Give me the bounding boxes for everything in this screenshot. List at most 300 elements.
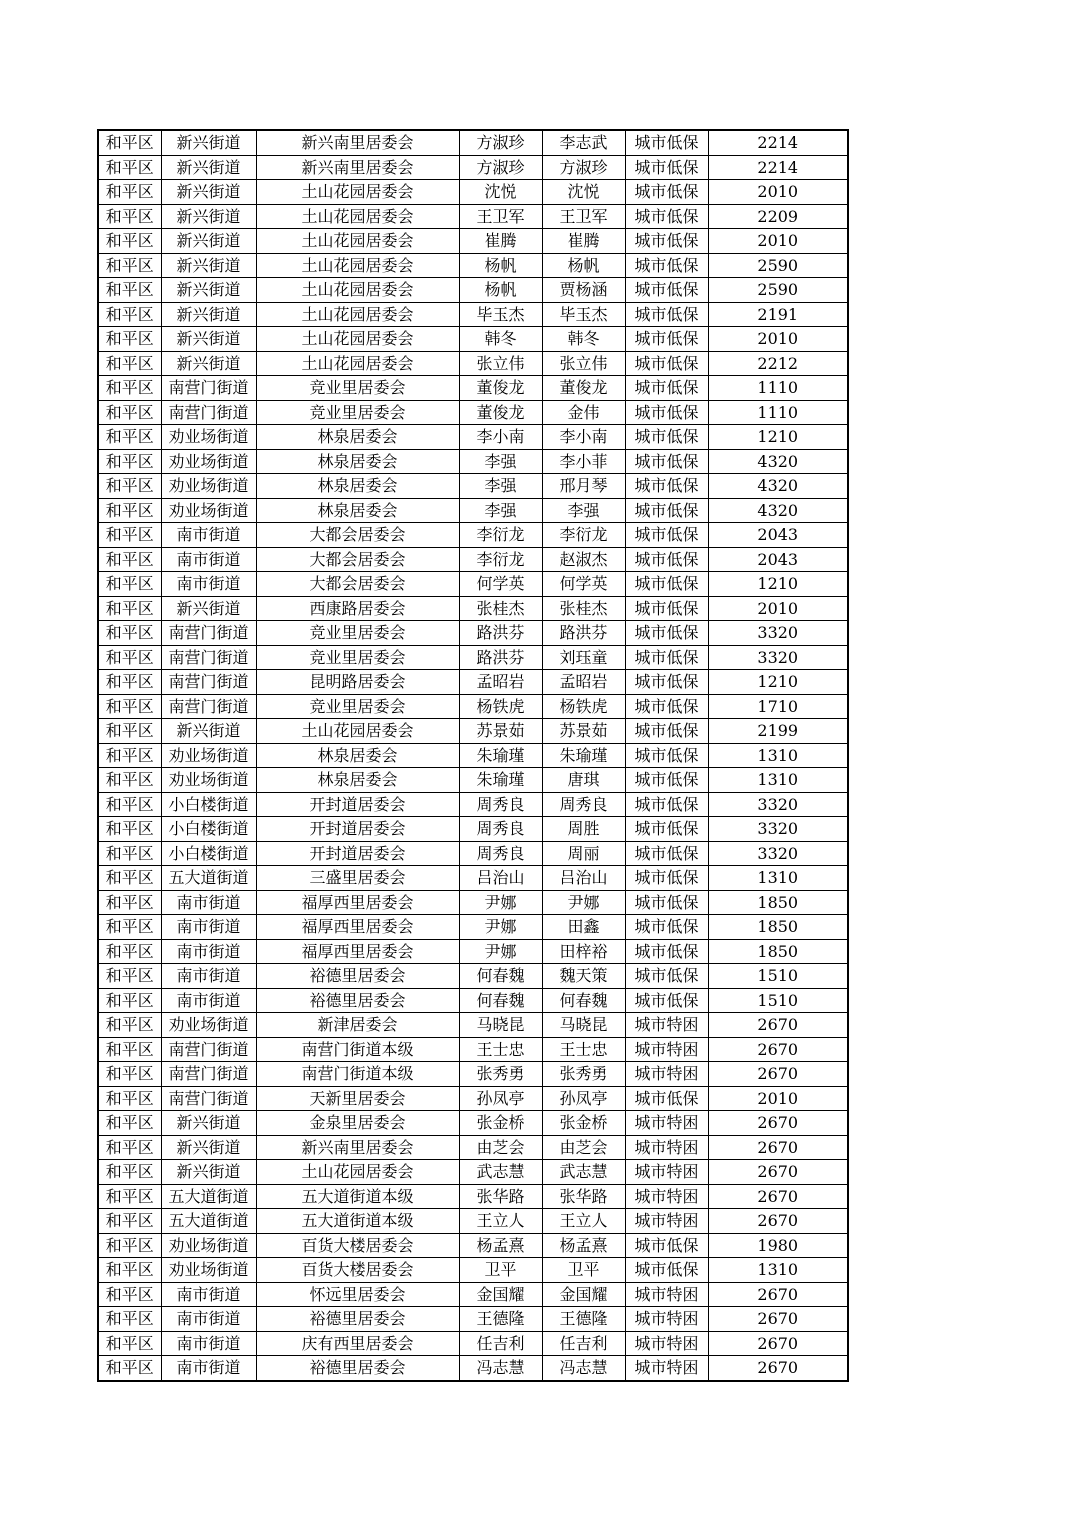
street-cell: 南市街道 bbox=[161, 572, 256, 597]
amount-cell: 2670 bbox=[708, 1356, 848, 1381]
amount-cell: 2010 bbox=[708, 180, 848, 205]
aid-type-cell: 城市低保 bbox=[625, 645, 708, 670]
member-cell: 沈悦 bbox=[542, 180, 625, 205]
committee-cell: 林泉居委会 bbox=[256, 768, 459, 793]
committee-cell: 大都会居委会 bbox=[256, 547, 459, 572]
table-row bbox=[98, 351, 848, 376]
table-row bbox=[98, 670, 848, 695]
amount-cell: 2010 bbox=[708, 327, 848, 352]
street-cell: 劝业场街道 bbox=[161, 1013, 256, 1038]
district-cell: 和平区 bbox=[98, 351, 161, 376]
applicant-cell: 董俊龙 bbox=[459, 400, 542, 425]
street-cell: 小白楼街道 bbox=[161, 841, 256, 866]
district-cell: 和平区 bbox=[98, 302, 161, 327]
applicant-cell: 李强 bbox=[459, 498, 542, 523]
district-cell: 和平区 bbox=[98, 964, 161, 989]
committee-cell: 新津居委会 bbox=[256, 1013, 459, 1038]
member-cell: 李小南 bbox=[542, 425, 625, 450]
amount-cell: 2670 bbox=[708, 1209, 848, 1234]
table-row bbox=[98, 719, 848, 744]
applicant-cell: 金国耀 bbox=[459, 1282, 542, 1307]
aid-type-cell: 城市低保 bbox=[625, 1258, 708, 1283]
aid-type-cell: 城市特困 bbox=[625, 1135, 708, 1160]
table-row bbox=[98, 817, 848, 842]
committee-cell: 林泉居委会 bbox=[256, 498, 459, 523]
table-row bbox=[98, 1233, 848, 1258]
member-cell: 孙凤亭 bbox=[542, 1086, 625, 1111]
street-cell: 劝业场街道 bbox=[161, 1233, 256, 1258]
aid-type-cell: 城市低保 bbox=[625, 229, 708, 254]
district-cell: 和平区 bbox=[98, 1184, 161, 1209]
aid-type-cell: 城市低保 bbox=[625, 964, 708, 989]
committee-cell: 竞业里居委会 bbox=[256, 376, 459, 401]
district-cell: 和平区 bbox=[98, 596, 161, 621]
district-cell: 和平区 bbox=[98, 425, 161, 450]
street-cell: 五大道街道 bbox=[161, 1209, 256, 1234]
street-cell: 南营门街道 bbox=[161, 1086, 256, 1111]
table-row bbox=[98, 1037, 848, 1062]
applicant-cell: 李强 bbox=[459, 449, 542, 474]
member-cell: 杨孟熹 bbox=[542, 1233, 625, 1258]
amount-cell: 1110 bbox=[708, 376, 848, 401]
member-cell: 张华路 bbox=[542, 1184, 625, 1209]
table-row bbox=[98, 988, 848, 1013]
street-cell: 南营门街道 bbox=[161, 694, 256, 719]
member-cell: 魏天策 bbox=[542, 964, 625, 989]
district-cell: 和平区 bbox=[98, 327, 161, 352]
street-cell: 新兴街道 bbox=[161, 719, 256, 744]
committee-cell: 新兴南里居委会 bbox=[256, 1135, 459, 1160]
table-row bbox=[98, 866, 848, 891]
street-cell: 南营门街道 bbox=[161, 645, 256, 670]
aid-type-cell: 城市低保 bbox=[625, 841, 708, 866]
applicant-cell: 路洪芬 bbox=[459, 645, 542, 670]
applicant-cell: 王士忠 bbox=[459, 1037, 542, 1062]
committee-cell: 南营门街道本级 bbox=[256, 1062, 459, 1087]
applicant-cell: 马晓昆 bbox=[459, 1013, 542, 1038]
amount-cell: 2010 bbox=[708, 1086, 848, 1111]
committee-cell: 竞业里居委会 bbox=[256, 400, 459, 425]
aid-type-cell: 城市低保 bbox=[625, 155, 708, 180]
member-cell: 贾杨涵 bbox=[542, 278, 625, 303]
street-cell: 南营门街道 bbox=[161, 1037, 256, 1062]
street-cell: 南市街道 bbox=[161, 939, 256, 964]
committee-cell: 福厚西里居委会 bbox=[256, 915, 459, 940]
amount-cell: 1310 bbox=[708, 768, 848, 793]
aid-type-cell: 城市低保 bbox=[625, 400, 708, 425]
member-cell: 金国耀 bbox=[542, 1282, 625, 1307]
member-cell: 武志慧 bbox=[542, 1160, 625, 1185]
member-cell: 李志武 bbox=[542, 130, 625, 155]
committee-cell: 林泉居委会 bbox=[256, 474, 459, 499]
applicant-cell: 李强 bbox=[459, 474, 542, 499]
table-row bbox=[98, 768, 848, 793]
district-cell: 和平区 bbox=[98, 694, 161, 719]
aid-type-cell: 城市特困 bbox=[625, 1184, 708, 1209]
committee-cell: 土山花园居委会 bbox=[256, 229, 459, 254]
district-cell: 和平区 bbox=[98, 400, 161, 425]
amount-cell: 1850 bbox=[708, 939, 848, 964]
street-cell: 南营门街道 bbox=[161, 376, 256, 401]
aid-type-cell: 城市低保 bbox=[625, 351, 708, 376]
member-cell: 邢月琴 bbox=[542, 474, 625, 499]
street-cell: 劝业场街道 bbox=[161, 743, 256, 768]
member-cell: 李强 bbox=[542, 498, 625, 523]
committee-cell: 大都会居委会 bbox=[256, 572, 459, 597]
aid-type-cell: 城市低保 bbox=[625, 670, 708, 695]
amount-cell: 2590 bbox=[708, 278, 848, 303]
district-cell: 和平区 bbox=[98, 841, 161, 866]
district-cell: 和平区 bbox=[98, 670, 161, 695]
amount-cell: 2212 bbox=[708, 351, 848, 376]
district-cell: 和平区 bbox=[98, 523, 161, 548]
street-cell: 新兴街道 bbox=[161, 204, 256, 229]
aid-type-cell: 城市低保 bbox=[625, 915, 708, 940]
member-cell: 周胜 bbox=[542, 817, 625, 842]
committee-cell: 庆有西里居委会 bbox=[256, 1331, 459, 1356]
aid-type-cell: 城市特困 bbox=[625, 1037, 708, 1062]
district-cell: 和平区 bbox=[98, 1258, 161, 1283]
district-cell: 和平区 bbox=[98, 768, 161, 793]
aid-type-cell: 城市低保 bbox=[625, 278, 708, 303]
table-row bbox=[98, 1209, 848, 1234]
street-cell: 新兴街道 bbox=[161, 302, 256, 327]
amount-cell: 1510 bbox=[708, 988, 848, 1013]
member-cell: 李衍龙 bbox=[542, 523, 625, 548]
aid-type-cell: 城市低保 bbox=[625, 719, 708, 744]
table-row bbox=[98, 1184, 848, 1209]
district-cell: 和平区 bbox=[98, 130, 161, 155]
street-cell: 新兴街道 bbox=[161, 229, 256, 254]
district-cell: 和平区 bbox=[98, 939, 161, 964]
member-cell: 孟昭岩 bbox=[542, 670, 625, 695]
applicant-cell: 尹娜 bbox=[459, 915, 542, 940]
table-row bbox=[98, 1086, 848, 1111]
district-cell: 和平区 bbox=[98, 229, 161, 254]
district-cell: 和平区 bbox=[98, 547, 161, 572]
aid-type-cell: 城市低保 bbox=[625, 988, 708, 1013]
street-cell: 劝业场街道 bbox=[161, 425, 256, 450]
committee-cell: 大都会居委会 bbox=[256, 523, 459, 548]
amount-cell: 1210 bbox=[708, 670, 848, 695]
street-cell: 五大道街道 bbox=[161, 866, 256, 891]
aid-type-cell: 城市特困 bbox=[625, 1111, 708, 1136]
applicant-cell: 李小南 bbox=[459, 425, 542, 450]
applicant-cell: 由芝会 bbox=[459, 1135, 542, 1160]
aid-type-cell: 城市特困 bbox=[625, 1160, 708, 1185]
member-cell: 田梓裕 bbox=[542, 939, 625, 964]
committee-cell: 新兴南里居委会 bbox=[256, 155, 459, 180]
street-cell: 小白楼街道 bbox=[161, 792, 256, 817]
table-row bbox=[98, 841, 848, 866]
applicant-cell: 何春魏 bbox=[459, 964, 542, 989]
committee-cell: 五大道街道本级 bbox=[256, 1184, 459, 1209]
applicant-cell: 冯志慧 bbox=[459, 1356, 542, 1381]
aid-type-cell: 城市低保 bbox=[625, 1086, 708, 1111]
member-cell: 杨铁虎 bbox=[542, 694, 625, 719]
amount-cell: 2043 bbox=[708, 547, 848, 572]
table-row bbox=[98, 743, 848, 768]
table-row bbox=[98, 204, 848, 229]
street-cell: 南营门街道 bbox=[161, 621, 256, 646]
street-cell: 新兴街道 bbox=[161, 351, 256, 376]
amount-cell: 2670 bbox=[708, 1282, 848, 1307]
applicant-cell: 张华路 bbox=[459, 1184, 542, 1209]
aid-type-cell: 城市低保 bbox=[625, 425, 708, 450]
aid-type-cell: 城市低保 bbox=[625, 180, 708, 205]
district-cell: 和平区 bbox=[98, 204, 161, 229]
member-cell: 王卫军 bbox=[542, 204, 625, 229]
member-cell: 李小菲 bbox=[542, 449, 625, 474]
member-cell: 路洪芬 bbox=[542, 621, 625, 646]
member-cell: 毕玉杰 bbox=[542, 302, 625, 327]
committee-cell: 土山花园居委会 bbox=[256, 180, 459, 205]
amount-cell: 2590 bbox=[708, 253, 848, 278]
district-cell: 和平区 bbox=[98, 719, 161, 744]
member-cell: 尹娜 bbox=[542, 890, 625, 915]
street-cell: 新兴街道 bbox=[161, 596, 256, 621]
table-row bbox=[98, 1282, 848, 1307]
street-cell: 新兴街道 bbox=[161, 253, 256, 278]
district-cell: 和平区 bbox=[98, 1062, 161, 1087]
committee-cell: 土山花园居委会 bbox=[256, 1160, 459, 1185]
applicant-cell: 孟昭岩 bbox=[459, 670, 542, 695]
table-row bbox=[98, 1307, 848, 1332]
table-row bbox=[98, 155, 848, 180]
applicant-cell: 董俊龙 bbox=[459, 376, 542, 401]
district-cell: 和平区 bbox=[98, 180, 161, 205]
applicant-cell: 卫平 bbox=[459, 1258, 542, 1283]
committee-cell: 五大道街道本级 bbox=[256, 1209, 459, 1234]
district-cell: 和平区 bbox=[98, 1160, 161, 1185]
member-cell: 张桂杰 bbox=[542, 596, 625, 621]
street-cell: 南市街道 bbox=[161, 1356, 256, 1381]
district-cell: 和平区 bbox=[98, 278, 161, 303]
amount-cell: 2670 bbox=[708, 1013, 848, 1038]
table-row bbox=[98, 645, 848, 670]
member-cell: 任吉利 bbox=[542, 1331, 625, 1356]
district-cell: 和平区 bbox=[98, 155, 161, 180]
street-cell: 五大道街道 bbox=[161, 1184, 256, 1209]
district-cell: 和平区 bbox=[98, 988, 161, 1013]
applicant-cell: 张秀勇 bbox=[459, 1062, 542, 1087]
applicant-cell: 周秀良 bbox=[459, 792, 542, 817]
member-cell: 张立伟 bbox=[542, 351, 625, 376]
district-cell: 和平区 bbox=[98, 915, 161, 940]
aid-type-cell: 城市特困 bbox=[625, 1062, 708, 1087]
street-cell: 南营门街道 bbox=[161, 1062, 256, 1087]
street-cell: 南市街道 bbox=[161, 523, 256, 548]
member-cell: 王立人 bbox=[542, 1209, 625, 1234]
table-row bbox=[98, 964, 848, 989]
amount-cell: 2670 bbox=[708, 1037, 848, 1062]
district-cell: 和平区 bbox=[98, 1111, 161, 1136]
member-cell: 韩冬 bbox=[542, 327, 625, 352]
committee-cell: 土山花园居委会 bbox=[256, 302, 459, 327]
member-cell: 赵淑杰 bbox=[542, 547, 625, 572]
applicant-cell: 何春魏 bbox=[459, 988, 542, 1013]
committee-cell: 金泉里居委会 bbox=[256, 1111, 459, 1136]
amount-cell: 2209 bbox=[708, 204, 848, 229]
table-row bbox=[98, 180, 848, 205]
aid-type-cell: 城市低保 bbox=[625, 596, 708, 621]
district-cell: 和平区 bbox=[98, 498, 161, 523]
amount-cell: 1210 bbox=[708, 425, 848, 450]
applicant-cell: 韩冬 bbox=[459, 327, 542, 352]
applicant-cell: 朱瑜瑾 bbox=[459, 768, 542, 793]
member-cell: 方淑珍 bbox=[542, 155, 625, 180]
aid-type-cell: 城市特困 bbox=[625, 1209, 708, 1234]
aid-type-cell: 城市低保 bbox=[625, 694, 708, 719]
district-cell: 和平区 bbox=[98, 376, 161, 401]
table-row bbox=[98, 1160, 848, 1185]
table-row bbox=[98, 1135, 848, 1160]
applicant-cell: 孙凤亭 bbox=[459, 1086, 542, 1111]
table-row bbox=[98, 621, 848, 646]
member-cell: 董俊龙 bbox=[542, 376, 625, 401]
committee-cell: 土山花园居委会 bbox=[256, 253, 459, 278]
aid-type-cell: 城市低保 bbox=[625, 817, 708, 842]
district-cell: 和平区 bbox=[98, 866, 161, 891]
amount-cell: 3320 bbox=[708, 645, 848, 670]
table-row bbox=[98, 547, 848, 572]
amount-cell: 1210 bbox=[708, 572, 848, 597]
committee-cell: 福厚西里居委会 bbox=[256, 939, 459, 964]
table-row bbox=[98, 253, 848, 278]
committee-cell: 林泉居委会 bbox=[256, 425, 459, 450]
applicant-cell: 武志慧 bbox=[459, 1160, 542, 1185]
street-cell: 劝业场街道 bbox=[161, 768, 256, 793]
district-cell: 和平区 bbox=[98, 572, 161, 597]
committee-cell: 土山花园居委会 bbox=[256, 351, 459, 376]
aid-type-cell: 城市低保 bbox=[625, 498, 708, 523]
aid-type-cell: 城市低保 bbox=[625, 327, 708, 352]
amount-cell: 2214 bbox=[708, 130, 848, 155]
member-cell: 卫平 bbox=[542, 1258, 625, 1283]
table-row bbox=[98, 229, 848, 254]
committee-cell: 开封道居委会 bbox=[256, 792, 459, 817]
applicant-cell: 杨帆 bbox=[459, 278, 542, 303]
applicant-cell: 李衍龙 bbox=[459, 547, 542, 572]
applicant-cell: 方淑珍 bbox=[459, 155, 542, 180]
district-cell: 和平区 bbox=[98, 743, 161, 768]
amount-cell: 4320 bbox=[708, 474, 848, 499]
table-row bbox=[98, 425, 848, 450]
table-row bbox=[98, 1062, 848, 1087]
street-cell: 南市街道 bbox=[161, 964, 256, 989]
district-cell: 和平区 bbox=[98, 890, 161, 915]
district-cell: 和平区 bbox=[98, 621, 161, 646]
table-row bbox=[98, 449, 848, 474]
applicant-cell: 张立伟 bbox=[459, 351, 542, 376]
committee-cell: 裕德里居委会 bbox=[256, 1356, 459, 1381]
amount-cell: 2670 bbox=[708, 1331, 848, 1356]
amount-cell: 2670 bbox=[708, 1135, 848, 1160]
street-cell: 新兴街道 bbox=[161, 278, 256, 303]
amount-cell: 2010 bbox=[708, 596, 848, 621]
committee-cell: 百货大楼居委会 bbox=[256, 1233, 459, 1258]
committee-cell: 福厚西里居委会 bbox=[256, 890, 459, 915]
street-cell: 新兴街道 bbox=[161, 1160, 256, 1185]
member-cell: 由芝会 bbox=[542, 1135, 625, 1160]
district-cell: 和平区 bbox=[98, 1135, 161, 1160]
applicant-cell: 方淑珍 bbox=[459, 130, 542, 155]
amount-cell: 4320 bbox=[708, 449, 848, 474]
district-cell: 和平区 bbox=[98, 449, 161, 474]
member-cell: 唐琪 bbox=[542, 768, 625, 793]
amount-cell: 3320 bbox=[708, 621, 848, 646]
aid-type-cell: 城市低保 bbox=[625, 253, 708, 278]
applicant-cell: 张金桥 bbox=[459, 1111, 542, 1136]
member-cell: 马晓昆 bbox=[542, 1013, 625, 1038]
committee-cell: 怀远里居委会 bbox=[256, 1282, 459, 1307]
member-cell: 朱瑜瑾 bbox=[542, 743, 625, 768]
district-cell: 和平区 bbox=[98, 1282, 161, 1307]
member-cell: 冯志慧 bbox=[542, 1356, 625, 1381]
street-cell: 新兴街道 bbox=[161, 130, 256, 155]
committee-cell: 林泉居委会 bbox=[256, 743, 459, 768]
district-cell: 和平区 bbox=[98, 1086, 161, 1111]
amount-cell: 1850 bbox=[708, 915, 848, 940]
street-cell: 劝业场街道 bbox=[161, 449, 256, 474]
member-cell: 何春魏 bbox=[542, 988, 625, 1013]
applicant-cell: 杨铁虎 bbox=[459, 694, 542, 719]
amount-cell: 1310 bbox=[708, 1258, 848, 1283]
aid-type-cell: 城市低保 bbox=[625, 449, 708, 474]
aid-type-cell: 城市低保 bbox=[625, 890, 708, 915]
applicant-cell: 王立人 bbox=[459, 1209, 542, 1234]
committee-cell: 土山花园居委会 bbox=[256, 204, 459, 229]
amount-cell: 1310 bbox=[708, 743, 848, 768]
committee-cell: 裕德里居委会 bbox=[256, 988, 459, 1013]
aid-type-cell: 城市低保 bbox=[625, 547, 708, 572]
district-cell: 和平区 bbox=[98, 1209, 161, 1234]
district-cell: 和平区 bbox=[98, 817, 161, 842]
aid-type-cell: 城市低保 bbox=[625, 939, 708, 964]
committee-cell: 裕德里居委会 bbox=[256, 964, 459, 989]
aid-type-cell: 城市低保 bbox=[625, 130, 708, 155]
street-cell: 南市街道 bbox=[161, 1307, 256, 1332]
table-row bbox=[98, 400, 848, 425]
table-row bbox=[98, 694, 848, 719]
committee-cell: 竞业里居委会 bbox=[256, 645, 459, 670]
street-cell: 南市街道 bbox=[161, 890, 256, 915]
aid-type-cell: 城市低保 bbox=[625, 621, 708, 646]
committee-cell: 竞业里居委会 bbox=[256, 694, 459, 719]
data-table bbox=[97, 129, 849, 1382]
committee-cell: 开封道居委会 bbox=[256, 817, 459, 842]
street-cell: 新兴街道 bbox=[161, 1135, 256, 1160]
aid-type-cell: 城市低保 bbox=[625, 523, 708, 548]
street-cell: 新兴街道 bbox=[161, 180, 256, 205]
aid-type-cell: 城市低保 bbox=[625, 768, 708, 793]
applicant-cell: 何学英 bbox=[459, 572, 542, 597]
amount-cell: 2670 bbox=[708, 1184, 848, 1209]
table-row bbox=[98, 939, 848, 964]
district-cell: 和平区 bbox=[98, 1331, 161, 1356]
street-cell: 南营门街道 bbox=[161, 400, 256, 425]
applicant-cell: 李衍龙 bbox=[459, 523, 542, 548]
aid-type-cell: 城市特困 bbox=[625, 1013, 708, 1038]
member-cell: 何学英 bbox=[542, 572, 625, 597]
aid-type-cell: 城市低保 bbox=[625, 866, 708, 891]
street-cell: 南市街道 bbox=[161, 1282, 256, 1307]
district-cell: 和平区 bbox=[98, 1307, 161, 1332]
member-cell: 王德隆 bbox=[542, 1307, 625, 1332]
table-row bbox=[98, 498, 848, 523]
district-cell: 和平区 bbox=[98, 792, 161, 817]
member-cell: 杨帆 bbox=[542, 253, 625, 278]
